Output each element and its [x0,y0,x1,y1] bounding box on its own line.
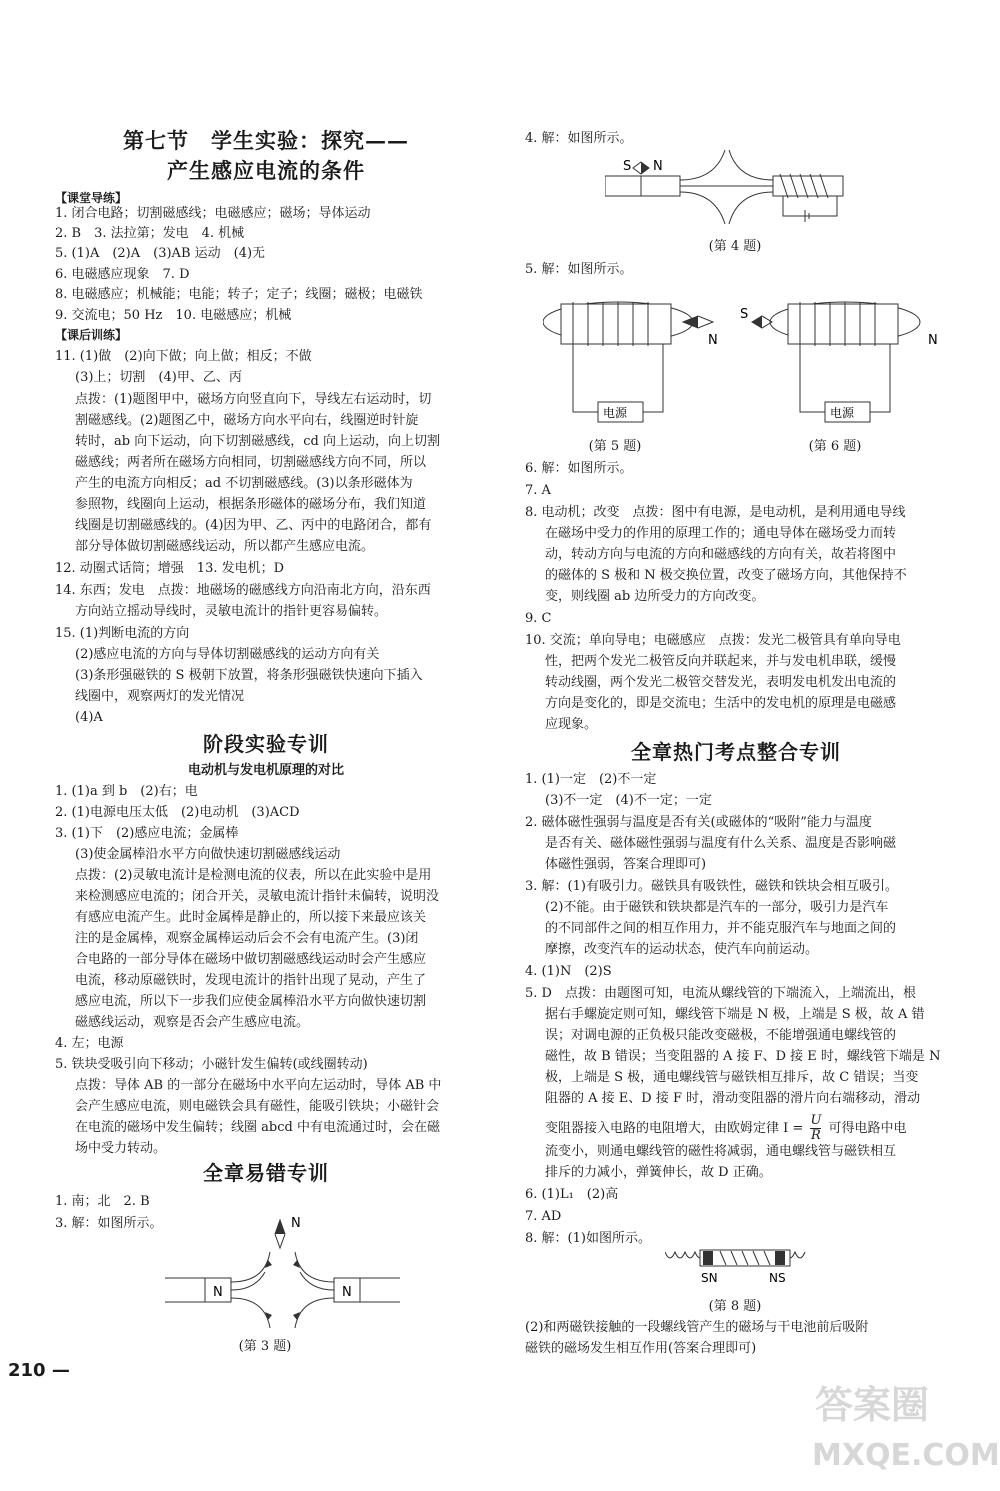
answer-line: 1. 闭合电路；切割磁感线；电磁感应；磁场；导体运动 [55,206,371,221]
hint-line: 磁感线运动，观察是否会产生感应电流。 [75,1015,310,1030]
figure-4 [605,148,855,228]
figure-5 [543,282,728,432]
hint-line: 转时，ab 向下运动，向下切割磁感线，cd 向上运动，向上切割 [75,434,440,449]
hint-line: 有感应电流产生。此时金属棒是静止的，所以接下来最应该关 [75,910,427,925]
answer-line: 8. 电磁感应；机械能；电能；转子；定子；线圈；磁极；电磁铁 [55,287,423,302]
hint-line: 据右手螺旋定则可知，螺线管下端是 N 极，上端是 S 极，故 A 错 [545,1007,925,1022]
answer-line: 2. 磁体磁性强弱与温度是否有关(或磁体的“吸附”能力与温度 [525,815,872,830]
hint-line: 磁性，故 B 错误；当变阻器的 A 接 F、D 接 E 时，螺线管下端是 N [545,1049,941,1064]
page-number: 210 — [8,1360,70,1381]
answer-line: 3. 解：(1)有吸引力。磁铁具有吸铁性，磁铁和铁块会相互吸引。 [525,879,898,894]
fig3-label-n-top: N [291,1216,301,1231]
fig6-label-s: S [740,307,749,322]
hint-line: 点拨：(2)灵敏电流计是检测电流的仪表，所以在此实验中是用 [75,868,432,883]
answer-line: 2. B 3. 法拉第；发电 4. 机械 [55,226,245,241]
hint-line: 来检测感应电流的；闭合开关，灵敏电流计指针未偏转，说明没 [75,889,440,904]
section-subtitle: 电动机与发电机原理的对比 [187,763,344,778]
fig4-label-n: N [653,159,663,174]
answer-line: 3. (1)下 (2)感应电流；金属棒 [55,826,239,841]
fig5-source-label: 电源 [603,406,628,420]
answer-line: 14. 东西；发电 点拨：地磁场的磁感线方向沿南北方向，沿东西 [55,583,431,598]
answer-line: 5. D 点拨：由题图可知，电流从螺线管的下端流入，上端流出，根 [525,986,916,1001]
hint-line: 线圈是切割磁感线的。(4)因为甲、乙、丙中的电路闭合，都有 [75,518,432,533]
hint-line: 割磁感线。(2)题图乙中，磁场方向水平向右，线圈逆时针旋 [75,413,419,428]
hint-line: 应现象。 [545,717,598,732]
answer-line: 摩擦，改变汽车的运动状态，使汽车向前运动。 [545,942,819,957]
hint-line: 部分导体做切割磁感线运动，所以都产生感应电流。 [75,539,375,554]
subsection-label: 【课后训练】 [55,328,128,342]
answer-line: 4. 解：如图所示。 [525,131,633,146]
section-title: 全章热门考点整合专训 [631,740,841,764]
answer-line: 8. 电动机；改变 点拨：图中有电源，是电动机，是利用通电导线 [525,505,906,520]
hint-line: 方向是变化的，即是交流电；生活中的发电机的原理是电磁感 [545,696,897,711]
formula-text-before: 变阻器接入电路的电阻增大，由欧姆定律 I = [545,1121,804,1136]
hint-line: 电流，移动原磁铁时，发现电流计的指针出现了晃动，产生了 [75,973,427,988]
section-title-line2: 产生感应电流的条件 [167,158,365,183]
answer-line: 4. (1)N (2)S [525,964,612,979]
answer-line: 3. 解：如图所示。 [55,1216,163,1231]
watermark-brand: 答案圈 [815,1383,930,1427]
hint-line: 点拨：导体 AB 的一部分在磁场中水平向左运动时，导体 AB 中 [75,1078,442,1093]
answer-line: (3)条形强磁铁的 S 极朝下放置，将条形强磁铁快速向下插入 [75,668,423,683]
figure-caption: (第 5 题) [588,439,642,454]
answer-line: 磁铁的磁场发生相互作用(答案合理即可) [525,1341,757,1356]
section-title: 全章易错专训 [203,1161,329,1185]
formula-text-after: 可得电路中电 [828,1121,907,1136]
hint-line: 在电流的磁场中发生偏转；线圈 abcd 中有电流通过时，会在磁 [75,1120,440,1135]
answer-line: 是否有关、磁体磁性强弱与温度有什么关系、温度是否影响磁 [545,836,897,851]
hint-line-formula [525,1114,947,1143]
answer-line: 5. 铁块受吸引向下移动；小磁针发生偏转(或线圈转动) [55,1057,368,1072]
hint-line: 合电路的一部分导体在磁场中做切割磁感线运动时会产生感应 [75,952,427,967]
figure-6 [740,282,940,432]
fig8-label-sn: SN [701,1271,718,1285]
answer-line: (3)不一定 (4)不一定；一定 [545,793,712,808]
section-title: 第七节 学生实验：探究—— [123,128,409,153]
answer-line: 5. 解：如图所示。 [525,262,633,277]
hint-line: 场中受力转动。 [75,1141,167,1156]
answer-line: 9. C [525,611,552,626]
fig6-source-label: 电源 [830,406,855,420]
answer-line: 9. 交流电；50 Hz 10. 电磁感应；机械 [55,308,292,323]
answer-line: 2. (1)电源电压太低 (2)电动机 (3)ACD [55,805,300,820]
fig8-label-ns: NS [769,1271,786,1285]
fraction-numerator: U [810,1113,822,1128]
hint-line: 在磁场中受力的作用的原理工作的；通电导体在磁场受力而转 [545,526,897,541]
hint-line: 排斥的力减小，弹簧伸长，故 D 正确。 [545,1165,772,1180]
figure-3 [165,1212,400,1332]
answer-line: 1. 南；北 2. B [55,1194,150,1209]
hint-line: 变，则线圈 ab 边所受力的方向改变。 [545,589,765,604]
answer-line: 1. (1)a 到 b (2)右；电 [55,784,198,799]
hint-line: 动，转动方向与电流的方向和磁感线的方向有关，故若将图中 [545,547,897,562]
figure-caption: (第 4 题) [708,239,762,254]
answer-line: 15. (1)判断电流的方向 [55,626,190,641]
subsection-label: 【课堂导练】 [55,191,128,205]
hint-line: 方向站立摇动导线时，灵敏电流计的指针更容易偏转。 [75,604,388,619]
answer-line: 1. (1)一定 (2)不一定 [525,772,657,787]
answer-line: 10. 交流；单向导电；电磁感应 点拨：发光二极管具有单向导电 [525,633,901,648]
fig3-label-n-right: N [342,1285,352,1300]
answer-line: 7. A [525,483,551,498]
answer-line: 6. 解：如图所示。 [525,461,633,476]
answer-line: (2)和两磁铁接触的一段螺线管产生的磁场与干电池前后吸附 [525,1320,869,1335]
hint-line: 的磁体的 S 极和 N 极交换位置，改变了磁场方向，其他保持不 [545,568,907,583]
figure-caption: (第 8 题) [708,1299,762,1314]
hint-line: 流变小，则通电螺线管的磁性将减弱，通电螺线管与磁铁相互 [545,1144,897,1159]
answer-line: 11. (1)做 (2)向下做；向上做；相反；不做 [55,349,312,364]
fig3-label-n-left: N [213,1285,223,1300]
hint-line: 点拨：(1)题图甲中，磁场方向竖直向下，导线左右运动时，切 [75,392,432,407]
section-title: 阶段实验专训 [203,732,329,756]
fraction-denominator: R [811,1128,821,1143]
answer-line: 线圈中，观察两灯的发光情况 [75,689,245,704]
fig4-label-s: S [623,159,632,174]
hint-line: 阻器的 A 接 E、D 接 F 时，滑动变阻器的滑片向右端移动，滑动 [545,1091,921,1106]
hint-line: 产生的电流方向相反；ad 不切割磁感线。(3)以条形磁体为 [75,476,413,491]
answer-line: 5. (1)A (2)A (3)AB 运动 (4)无 [55,246,266,261]
answer-line: 12. 动圈式话筒；增强 13. 发电机；D [55,561,285,576]
fig6-label-n: N [928,333,938,348]
watermark-site: MXQE.COM [812,1438,1000,1473]
fraction [810,1114,821,1143]
figure-caption: (第 3 题) [238,1339,292,1354]
answer-line: 体磁性强弱，答案合理即可) [545,857,707,872]
hint-line: 会产生感应电流，则电磁铁会具有磁性，能吸引铁块；小磁针会 [75,1099,440,1114]
hint-line: 极，上端是 S 极，通电螺线管与磁铁相互排斥，故 C 错误；当变 [545,1070,919,1085]
hint-line: 参照物，线圈向上运动，根据条形磁体的磁场分布，我们知道 [75,497,427,512]
hint-line: 性，把两个发光二极管反向并联起来，并与发电机串联，缓慢 [545,654,897,669]
fig5-label-n: N [708,333,718,348]
figure-8 [665,1244,810,1294]
answer-line: (4)A [75,710,103,725]
answer-line: 6. 电磁感应现象 7. D [55,267,190,282]
answer-line: (3)使金属棒沿水平方向做快速切割磁感线运动 [75,847,341,862]
answer-line: (3)上；切割 (4)甲、乙、丙 [75,370,242,385]
hint-line: 磁感线；两者所在磁场方向相同，切割磁感线方向不同，所以 [75,455,427,470]
answer-line: 7. AD [525,1209,562,1224]
figure-caption: (第 6 题) [808,439,862,454]
hint-line: 注的是金属棒，观察金属棒运动后会不会有电流产生。(3)闭 [75,931,419,946]
answer-line: 的不同部件之间的相互作用力，并不能克服汽车与地面之间的 [545,921,897,936]
hint-line: 感应电流，所以下一步我们应使金属棒沿水平方向做快速切割 [75,994,427,1009]
answer-line: (2)感应电流的方向与导体切割磁感线的运动方向有关 [75,647,380,662]
answer-line: (2)不能。由于磁铁和铁块都是汽车的一部分，吸引力是汽车 [545,900,889,915]
hint-line: 转动线圈，两个发光二极管交替发光，表明发电机发出电流的 [545,675,897,690]
hint-line: 误；对调电源的正负极只能改变磁极，不能增强通电螺线管的 [545,1028,897,1043]
answer-line: 4. 左；电源 [55,1036,124,1051]
answer-line: 8. 解：(1)如图所示。 [525,1231,651,1246]
answer-line: 6. (1)L₁ (2)高 [525,1187,619,1202]
